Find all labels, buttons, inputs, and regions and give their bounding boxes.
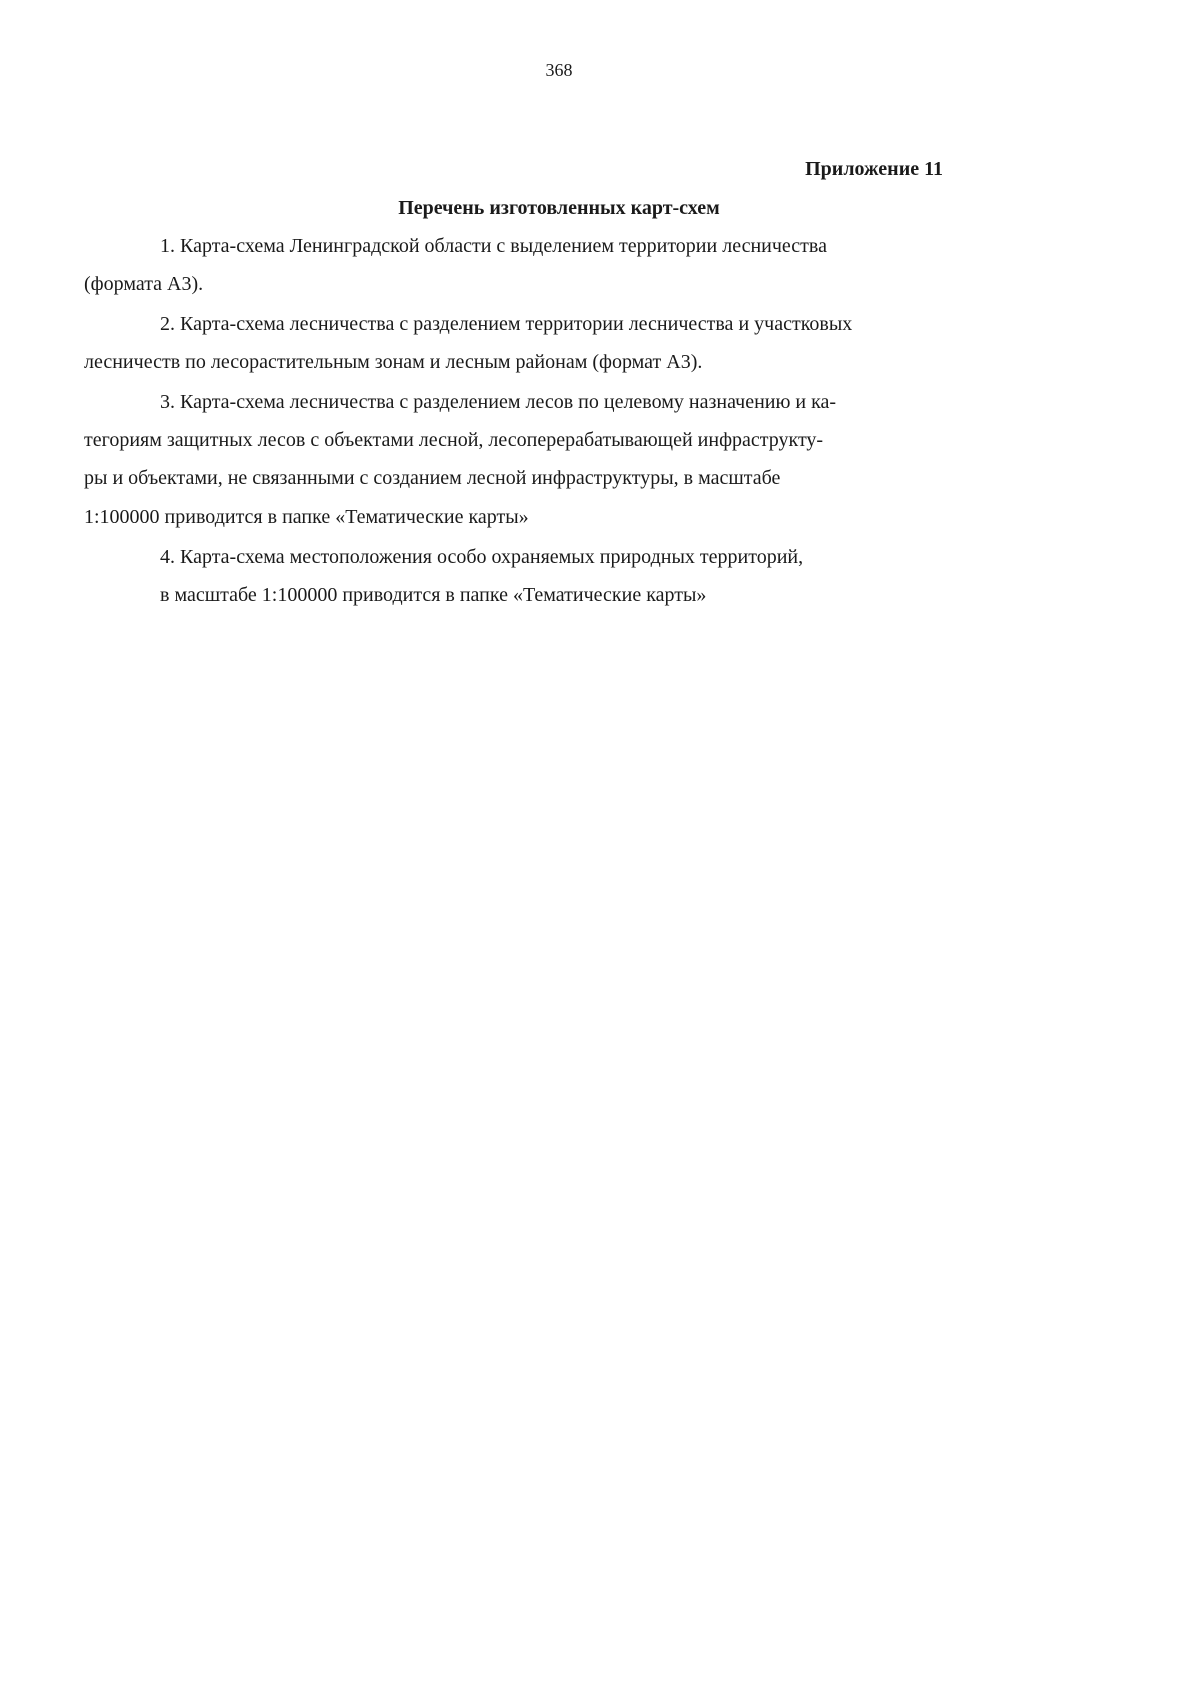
list-item-line: 1. Карта-схема Ленинградской области с выделением территории лесничества: [160, 235, 827, 257]
list-item-line: 2. Карта-схема лесничества с разделением территории лесничества и участковых: [160, 313, 853, 335]
appendix-label: Приложение 11: [805, 158, 943, 180]
page-number: 368: [545, 60, 573, 80]
list-item-line: (формата А3).: [84, 273, 204, 295]
list-item-line: в масштабе 1:100000 приводится в папке «Тематические карты»: [160, 584, 707, 606]
list-item-line: лесничеств по лесорастительным зонам и лесным районам (формат А3).: [84, 351, 703, 373]
document-title: Перечень изготовленных карт-схем: [398, 197, 720, 219]
list-item-line: 1:100000 приводится в папке «Тематические карты»: [84, 506, 529, 528]
list-item-line: ры и объектами, не связанными с созданием лесной инфраструктуры, в масштабе: [84, 467, 781, 489]
list-item-line: тегориям защитных лесов с объектами лесной, лесоперерабатывающей инфраструкту-: [84, 429, 824, 451]
list-item-line: 4. Карта-схема местоположения особо охраняемых природных территорий,: [160, 546, 804, 568]
list-item-line: 3. Карта-схема лесничества с разделением лесов по целевому назначению и ка-: [160, 391, 837, 413]
